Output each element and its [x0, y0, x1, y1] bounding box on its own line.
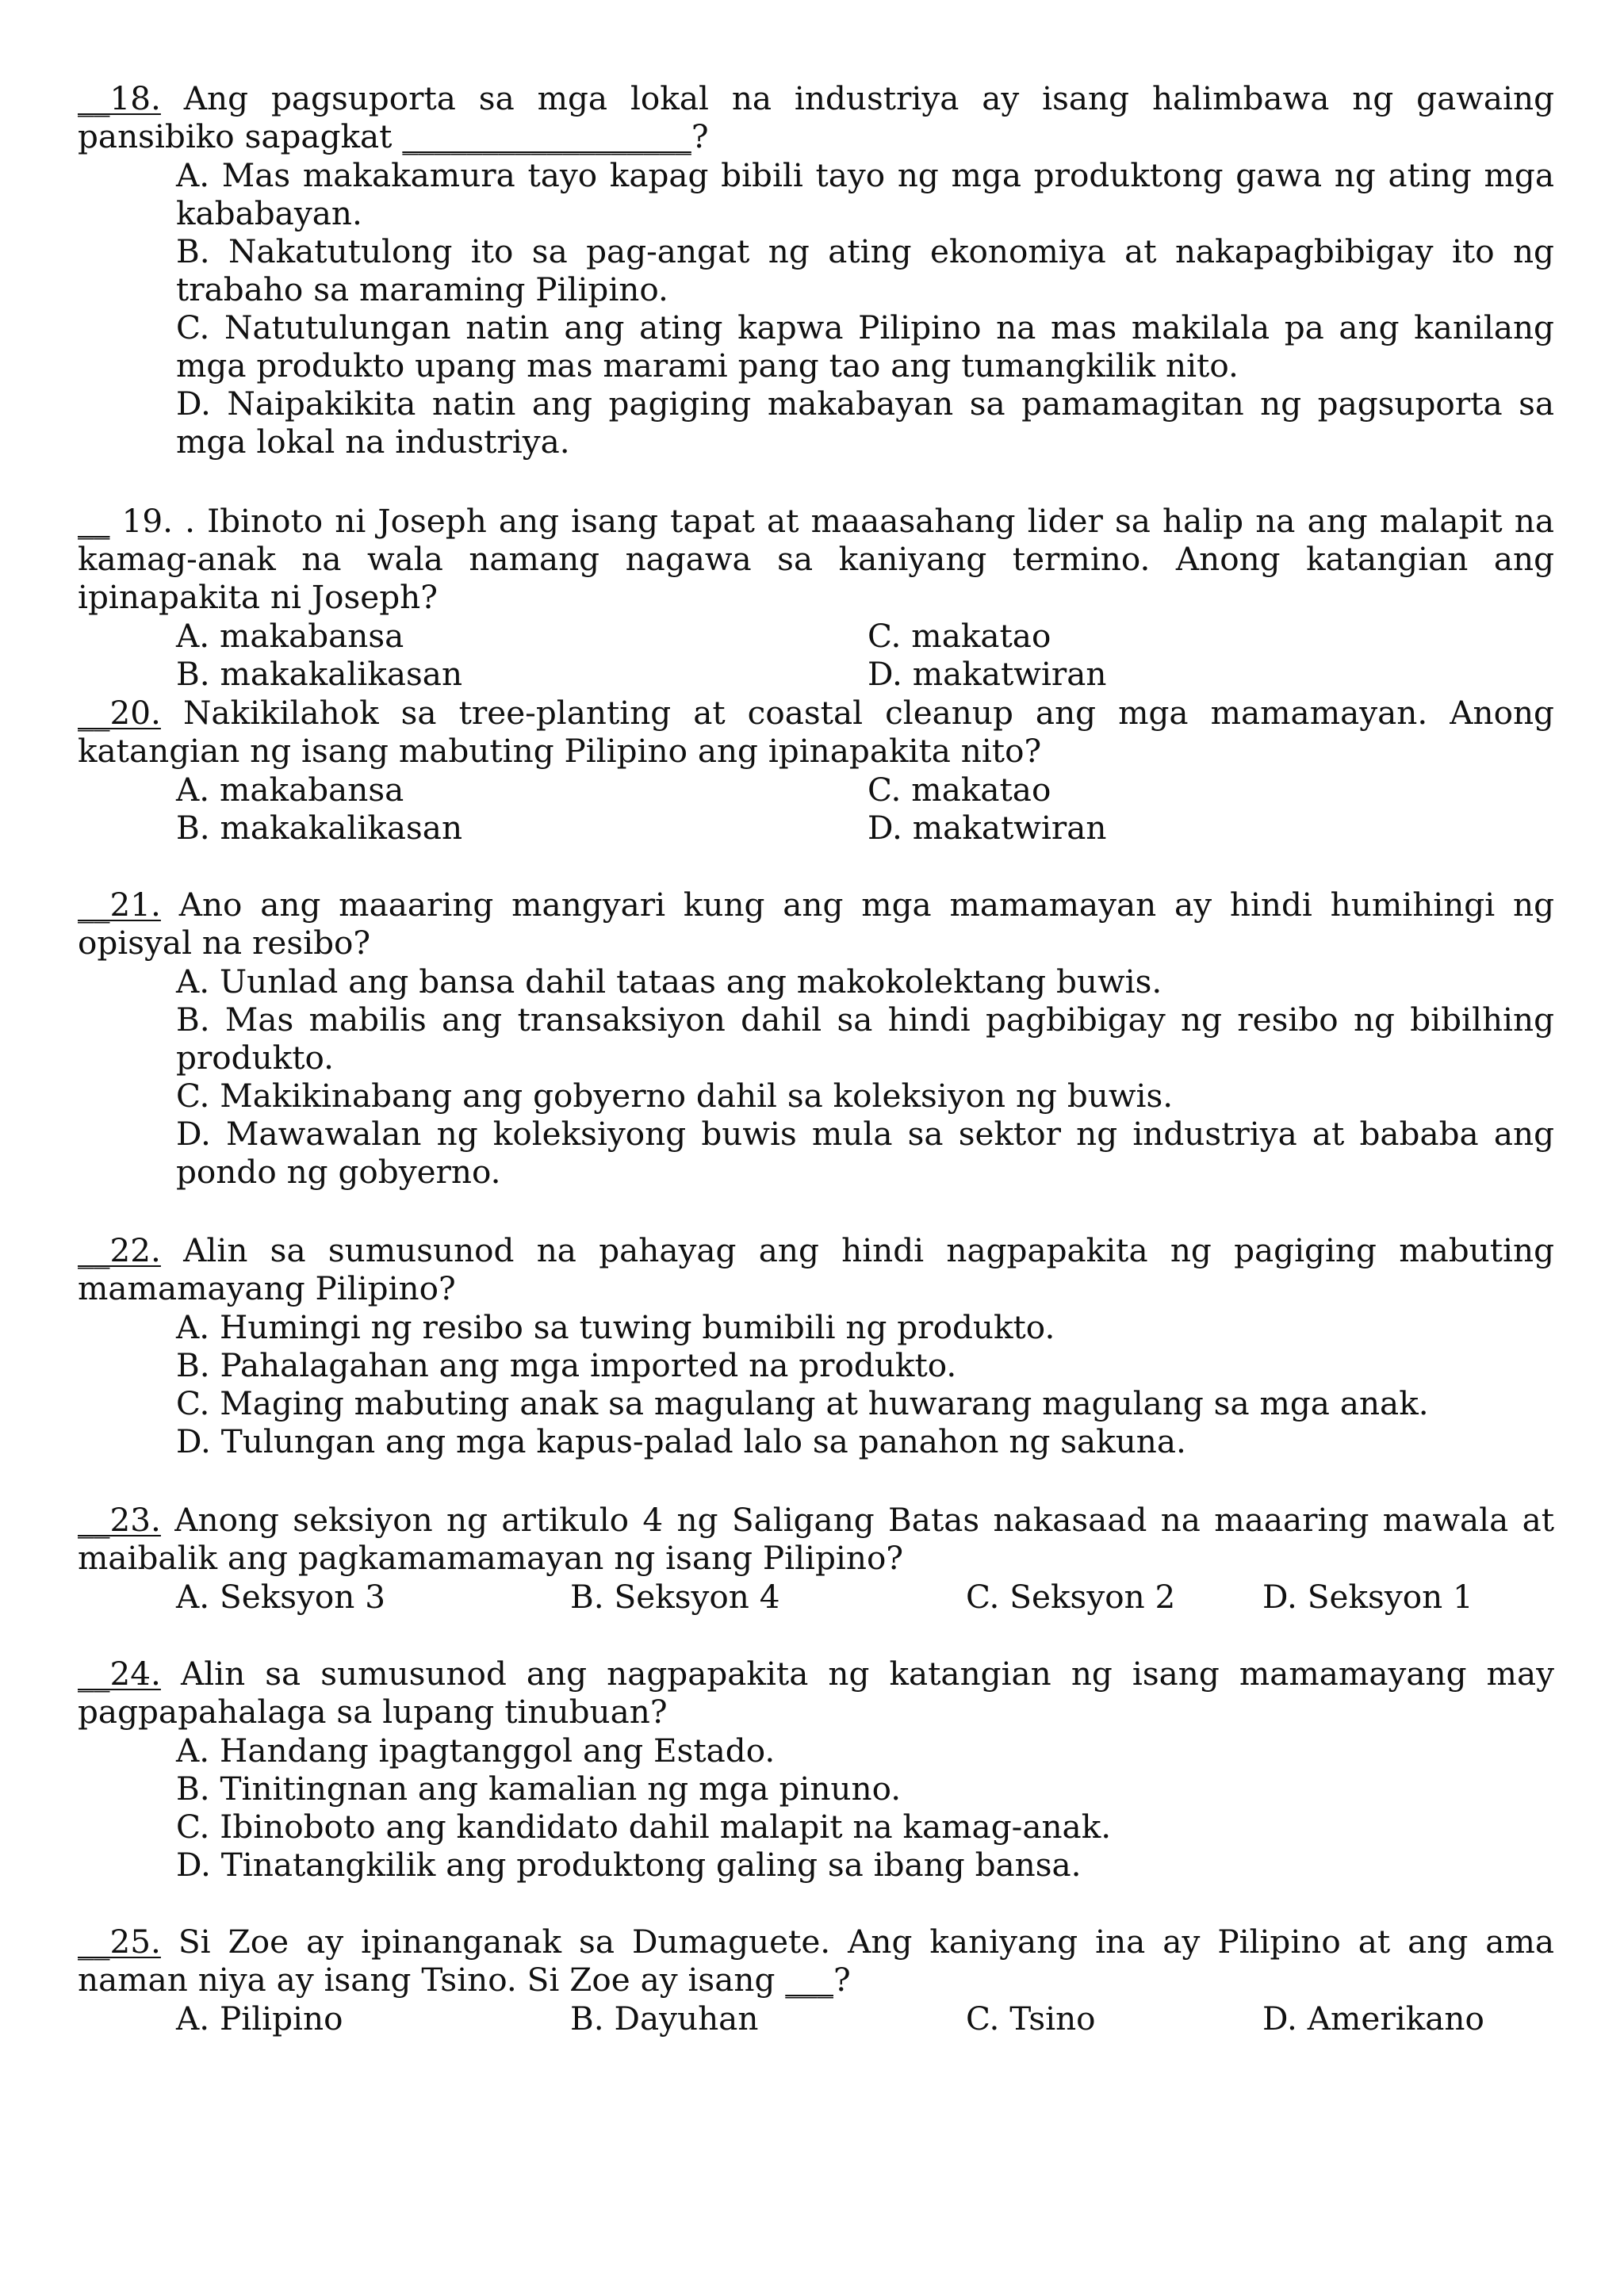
- options-list: [176, 962, 1554, 1191]
- option-c: C. Ibinoboto ang kandidato dahil malapit na kamag-anak.: [176, 1808, 1112, 1846]
- option-b: B. Dayuhan: [570, 1999, 759, 2038]
- question-21: [78, 886, 1554, 962]
- question-number: __22.: [78, 1231, 161, 1269]
- options-list: [176, 1308, 1554, 1460]
- option-a: A. makabansa: [176, 771, 404, 809]
- option-d: D. makatwiran: [868, 655, 1107, 693]
- options-grid: [176, 617, 1554, 693]
- question-number: __21.: [78, 886, 161, 924]
- option-b: B. makakalikasan: [176, 809, 463, 847]
- option-c: C. Seksyon 2: [966, 1578, 1176, 1616]
- question-24: [78, 1655, 1554, 1731]
- option-d: D. Tulungan ang mga kapus-palad lalo sa panahon ng sakuna.: [176, 1422, 1186, 1460]
- option-a: A. Seksyon 3: [176, 1578, 386, 1616]
- options-grid: [176, 771, 1554, 847]
- question-19: [78, 502, 1554, 616]
- question-number: __24.: [78, 1655, 161, 1693]
- question-text: Si Zoe ay ipinanganak sa Dumaguete. Ang kaniyang ina ay Pilipino at ang ama naman niya ay isang Tsino. Si Zoe ay isang: [78, 1923, 1554, 1999]
- question-25: [78, 1923, 1554, 1999]
- question-20: [78, 694, 1554, 770]
- option-c: C. Makikinabang ang gobyerno dahil sa koleksiyon ng buwis.: [176, 1077, 1174, 1115]
- option-d: D. Tinatangkilik ang produktong galing sa ibang bansa.: [176, 1846, 1082, 1884]
- question-number: __23.: [78, 1501, 161, 1539]
- option-c: C. makatao: [868, 771, 1051, 809]
- option-a: A. makabansa: [176, 617, 404, 655]
- question-text: Ang pagsuporta sa mga lokal na industriya ay isang halimbawa ng gawaing pansibiko sapagkat: [78, 79, 1554, 155]
- question-text: 19. . Ibinoto ni Joseph ang isang tapat at maaasahang lider sa halip na ang malapit na kamag-anak na wala namang nagawa sa kaniyang termino. Anong katangian ang ipinapakita ni Joseph?: [78, 502, 1554, 616]
- option-a: A. Handang ipagtanggol ang Estado.: [176, 1732, 776, 1770]
- question-text: Alin sa sumusunod ang nagpapakita ng katangian ng isang mamamayang may pagpapahalaga sa lupang tinubuan?: [78, 1655, 1554, 1731]
- option-b: B. Tinitingnan ang kamalian ng mga pinuno.: [176, 1770, 902, 1808]
- option-d: D. Naipakikita natin ang pagiging makabayan sa pamamagitan ng pagsuporta sa mga lokal na industriya.: [176, 385, 1554, 461]
- option-a: A. Uunlad ang bansa dahil tataas ang makokolektang buwis.: [176, 962, 1162, 1001]
- option-b: B. Nakatutulong ito sa pag-angat ng ating ekonomiya at nakapagbibigay ito ng trabaho sa maraming Pilipino.: [176, 232, 1554, 308]
- option-d: D. Mawawalan ng koleksiyong buwis mula sa sektor ng industriya at bababa ang pondo ng gobyerno.: [176, 1115, 1554, 1191]
- options-row: [176, 1999, 1554, 2038]
- question-number: __18.: [78, 79, 161, 117]
- option-b: B. Seksyon 4: [570, 1578, 780, 1616]
- question-18: [78, 79, 1554, 155]
- option-b: B. makakalikasan: [176, 655, 463, 693]
- option-b: B. Mas mabilis ang transaksiyon dahil sa hindi pagbibigay ng resibo ng bibilhing produkto.: [176, 1001, 1554, 1077]
- question-text-end: ?: [691, 117, 709, 155]
- option-d: D. Seksyon 1: [1262, 1578, 1473, 1616]
- option-d: D. makatwiran: [868, 809, 1107, 847]
- option-c: C. makatao: [868, 617, 1051, 655]
- question-23: [78, 1501, 1554, 1577]
- option-d: D. Amerikano: [1262, 1999, 1484, 2038]
- option-a: A. Mas makakamura tayo kapag bibili tayo ng mga produktong gawa ng ating mga kababayan.: [176, 156, 1554, 232]
- option-c: C. Maging mabuting anak sa magulang at huwarang magulang sa mga anak.: [176, 1384, 1429, 1422]
- option-b: B. Pahalagahan ang mga imported na produkto.: [176, 1346, 957, 1384]
- answer-blank: __________________: [402, 117, 691, 155]
- option-c: C. Natutulungan natin ang ating kapwa Pilipino na mas makilala pa ang kanilang mga produkto upang mas marami pang tao ang tumangkilik nito.: [176, 308, 1554, 385]
- answer-blank: ___: [785, 1961, 833, 1999]
- question-text: Alin sa sumusunod na pahayag ang hindi nagpapakita ng pagiging mabuting mamamayang Pilipino?: [78, 1231, 1554, 1307]
- options-list: [176, 156, 1554, 461]
- question-text: Anong seksiyon ng artikulo 4 ng Saligang Batas nakasaad na maaaring mawala at maibalik ang pagkamamamayan ng isang Pilipino?: [78, 1501, 1554, 1577]
- question-number: __: [78, 502, 110, 540]
- options-row: [176, 1578, 1554, 1616]
- question-number: __25.: [78, 1923, 161, 1961]
- option-c: C. Tsino: [966, 1999, 1096, 2038]
- question-text: Nakikilahok sa tree-planting at coastal cleanup ang mga mamamayan. Anong katangian ng isang mabuting Pilipino ang ipinapakita nito?: [78, 694, 1554, 770]
- question-number: __20.: [78, 694, 161, 732]
- options-list: [176, 1732, 1554, 1884]
- question-text: Ano ang maaaring mangyari kung ang mga mamamayan ay hindi humihingi ng opisyal na resibo?: [78, 886, 1554, 962]
- question-text-end: ?: [833, 1961, 851, 1999]
- option-a: A. Humingi ng resibo sa tuwing bumibili ng produkto.: [176, 1308, 1055, 1346]
- option-a: A. Pilipino: [176, 1999, 343, 2038]
- question-22: [78, 1231, 1554, 1307]
